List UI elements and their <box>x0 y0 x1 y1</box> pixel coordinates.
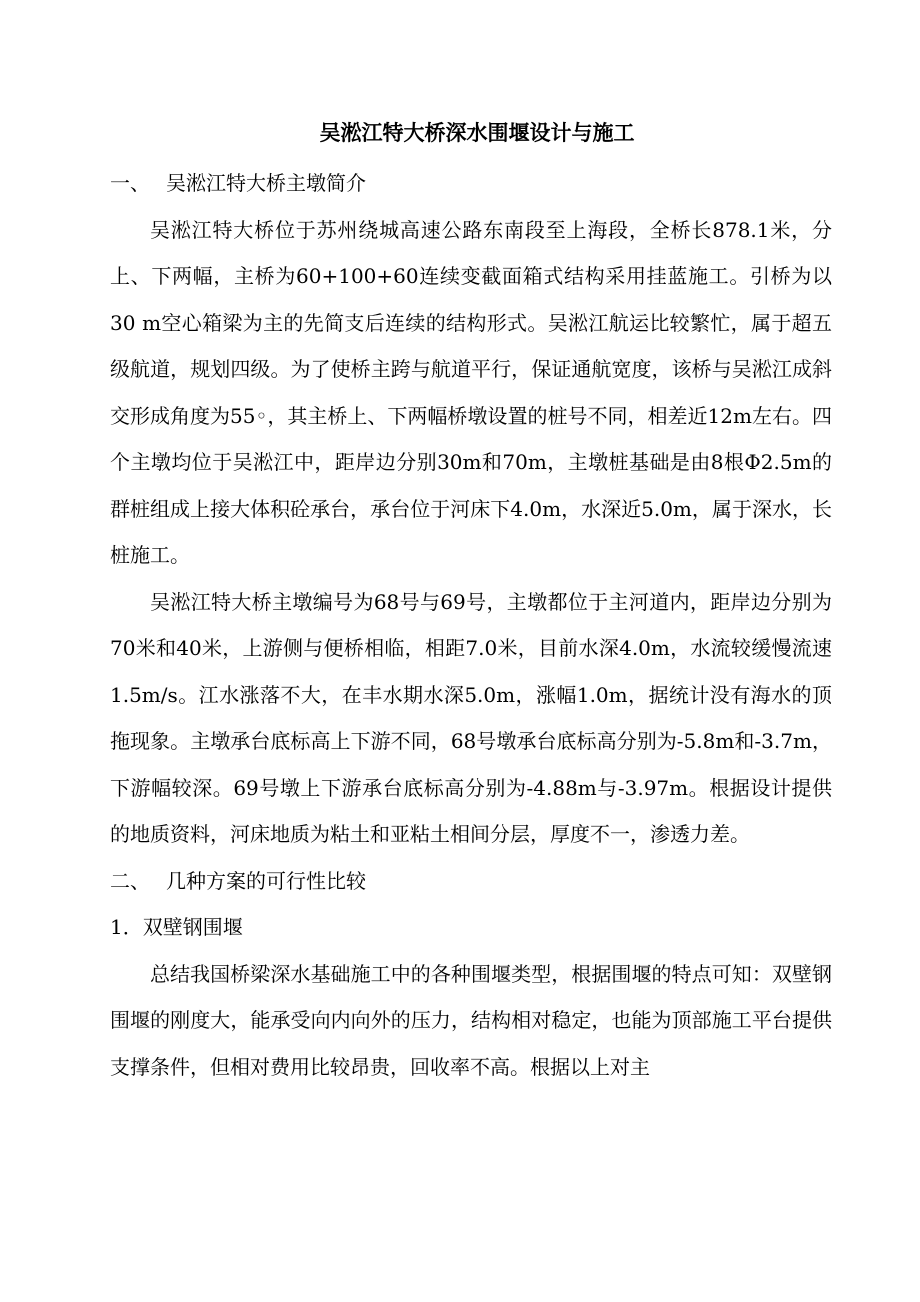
section-title-2: 几种方案的可行性比较 <box>166 868 366 893</box>
paragraph-1-1: 吴淞江特大桥位于苏州绕城高速公路东南段至上海段，全桥长878.1米，分上、下两幅，主桥为60+100+60连续变截面箱式结构采用挂蓝施工。引桥为以30 m空心箱梁为主的先简支后连续的结构形式。吴淞江航运比较繁忙，属于超五级航道，规划四级。为了使桥主跨与航道平行，保证通航宽度，该桥与吴淞江成斜交形成角度为55◦，其主桥上、下两幅桥墩设置的桩号不同，相差近12m左右。四个主墩均位于吴淞江中，距岸边分别30m和70m，主墩桩基础是由8根Φ2.5m的群桩组成上接大体积砼承台，承台位于河床下4.0m，水深近5.0m，属于深水，长桩施工。 <box>110 217 832 567</box>
subsection-number-1: 1． <box>110 915 143 939</box>
section-heading-2 <box>110 858 832 905</box>
subsection-title-1: 双壁钢围堰 <box>142 915 243 939</box>
paragraph-2-1: 总结我国桥梁深水基础施工中的各种围堰类型，根据围堰的特点可知：双壁钢围堰的刚度大，能承受向内向外的压力，结构相对稳定，也能为顶部施工平台提供支撑条件，但相对费用比较昂贵，回收率不高。根据以上对主 <box>110 961 832 1079</box>
section-number-2: 二、 <box>110 868 150 893</box>
section-number-1: 一、 <box>110 171 150 195</box>
section-heading-1 <box>110 160 832 207</box>
section-title-1: 吴淞江特大桥主墩简介 <box>166 171 366 195</box>
paragraph-1-2: 吴淞江特大桥主墩编号为68号与69号，主墩都位于主河道内，距岸边分别为70米和40米，上游侧与便桥相临，相距7.0米，目前水深4.0m，水流较缓慢流速1.5m/s。江水涨落不大，在丰水期水深5.0m，涨幅1.0m，据统计没有海水的顶拖现象。主墩承台底标高上下游不同，68号墩承台底标高分别为-5.8m和-3.7m，下游幅较深。69号墩上下游承台底标高分别为-4.88m与-3.97m。根据设计提供的地质资料，河床地质为粘土和亚粘土相间分层，厚度不一，渗透力差。 <box>110 589 832 846</box>
subsection-heading-1 <box>110 904 832 951</box>
document-title: 吴淞江特大桥深水围堰设计与施工 <box>319 120 635 145</box>
